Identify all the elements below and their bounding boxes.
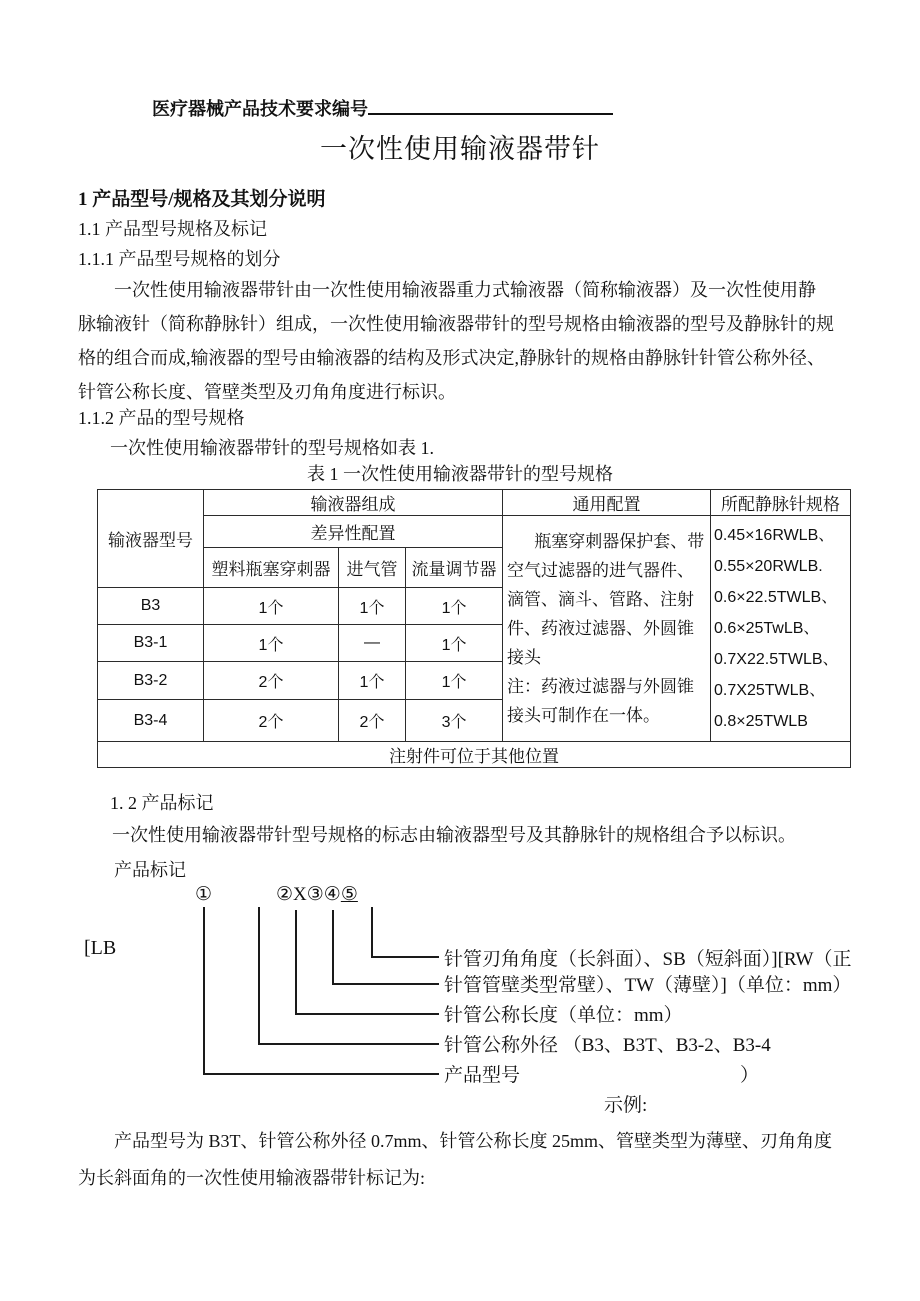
th-composition: 输液器组成 [204, 490, 503, 516]
needle-spec-item: 0.6×25TwLB、 [714, 620, 820, 637]
marking-description: 一次性使用输液器带针型号规格的标志由输液器型号及其静脉针的规格组合予以标识。 [112, 825, 796, 845]
cell-air-count: — [339, 625, 406, 662]
marking-label: 产品标记 [114, 860, 186, 880]
example-line: 产品型号为 B3T、针管公称外径 0.7mm、针管公称长度 25mm、管壁类型为薄壁、刃角角度 [114, 1131, 833, 1151]
cell-piercer-count: 2个 [204, 700, 339, 742]
general-config-text: 瓶塞穿刺器保护套、带空气过滤器的进气器件、滴管、滴斗、管路、注射件、药液过滤器、外圆锥接头 [507, 532, 705, 667]
general-config-cell [503, 516, 711, 742]
heading-1-1: 1.1 产品型号规格及标记 [78, 219, 267, 239]
needle-spec-cell [711, 516, 851, 742]
cell-piercer-count: 1个 [204, 588, 339, 625]
cell-flow-count: 3个 [406, 700, 503, 742]
marking-connector-1 [203, 907, 439, 1075]
needle-spec-item: 0.45×16RWLB、 [714, 527, 835, 544]
marking-label-wall-type: 针管管壁类型常壁）、TW（薄壁）]（单位：mm） [444, 975, 852, 996]
doc-number-blank-underline [368, 109, 613, 115]
paragraph-line: 一次性使用输液器带针由一次性使用输液器重力式输液器（简称输液器）及一次性使用静 [114, 280, 816, 300]
cell-piercer-count: 2个 [204, 662, 339, 700]
th-flow-regulator: 流量调节器 [406, 548, 503, 588]
doc-number-label: 医疗器械产品技术要求编号 [152, 99, 368, 119]
example-line: 为长斜面角的一次性使用输液器带针标记为: [78, 1168, 425, 1188]
marking-label-model: 产品型号 [444, 1065, 521, 1086]
marking-close-paren: ） [740, 1065, 760, 1086]
marking-label-length: 针管公称长度（单位：mm） [444, 1005, 683, 1026]
cell-air-count: 2个 [339, 700, 406, 742]
paragraph-line: 格的组合而成,输液器的型号由输液器的结构及形式决定,静脉针的规格由静脉针针管公称外径、 [78, 348, 825, 368]
cell-air-count: 1个 [339, 588, 406, 625]
needle-spec-item: 0.6×22.5TWLB、 [714, 589, 838, 606]
cell-piercer-count: 1个 [204, 625, 339, 662]
page-title: 一次性使用输液器带针 [320, 134, 600, 164]
cell-flow-count: 1个 [406, 588, 503, 625]
heading-1-1-2: 1.1.2 产品的型号规格 [78, 408, 245, 428]
th-piercer: 塑料瓶塞穿刺器 [204, 548, 339, 588]
table-caption: 表 1 一次性使用输液器带针的型号规格 [307, 464, 613, 484]
cell-air-count: 1个 [339, 662, 406, 700]
cell-model: B3-2 [98, 662, 204, 700]
heading-1: 1 产品型号/规格及其划分说明 [78, 189, 326, 210]
th-diff-config: 差异性配置 [204, 516, 503, 548]
th-model: 输液器型号 [98, 490, 204, 588]
marking-numbers-2-5 [276, 883, 358, 906]
paragraph-line: 针管公称长度、管壁类型及刃角角度进行标识。 [78, 382, 456, 402]
table-footer-note: 注射件可位于其他位置 [98, 742, 851, 768]
cell-model: B3-4 [98, 700, 204, 742]
th-air-tube: 进气管 [339, 548, 406, 588]
model-spec-table [97, 489, 851, 768]
general-config-note: 注：药液过滤器与外圆锥接头可制作在一体。 [507, 677, 695, 725]
heading-1-2: 1. 2 产品标记 [110, 793, 214, 813]
th-needle-spec: 所配静脉针规格 [711, 490, 851, 516]
cell-flow-count: 1个 [406, 625, 503, 662]
marking-label-bevel-angle: 针管刃角角度（长斜面）、SB（短斜面）][RW（正 [444, 949, 852, 970]
marking-label-outer-diameter: 针管公称外径 （B3、B3T、B3-2、B3-4 [444, 1035, 771, 1056]
needle-spec-item: 0.8×25TWLB [714, 713, 808, 730]
th-general-config: 通用配置 [503, 490, 711, 516]
needle-spec-item: 0.55×20RWLB. [714, 558, 823, 575]
cell-model: B3-1 [98, 625, 204, 662]
cell-flow-count: 1个 [406, 662, 503, 700]
marking-number-1: ① [195, 884, 213, 905]
example-label: 示例: [604, 1095, 648, 1116]
table-intro-line: 一次性使用输液器带针的型号规格如表 1. [110, 438, 434, 458]
marking-lb-prefix: [LB [84, 937, 117, 959]
needle-spec-item: 0.7X22.5TWLB、 [714, 651, 839, 668]
paragraph-line: 脉输液针（简称静脉针）组成，一次性使用输液器带针的型号规格由输液器的型号及静脉针的规 [78, 314, 834, 334]
cell-model: B3 [98, 588, 204, 625]
needle-spec-item: 0.7X25TWLB、 [714, 682, 826, 699]
doc-number-line [152, 95, 613, 121]
heading-1-1-1: 1.1.1 产品型号规格的划分 [78, 249, 281, 269]
marking-numbers-prefix: ②X③④ [276, 884, 341, 905]
marking-number-5-underlined: ⑤ [340, 884, 358, 905]
